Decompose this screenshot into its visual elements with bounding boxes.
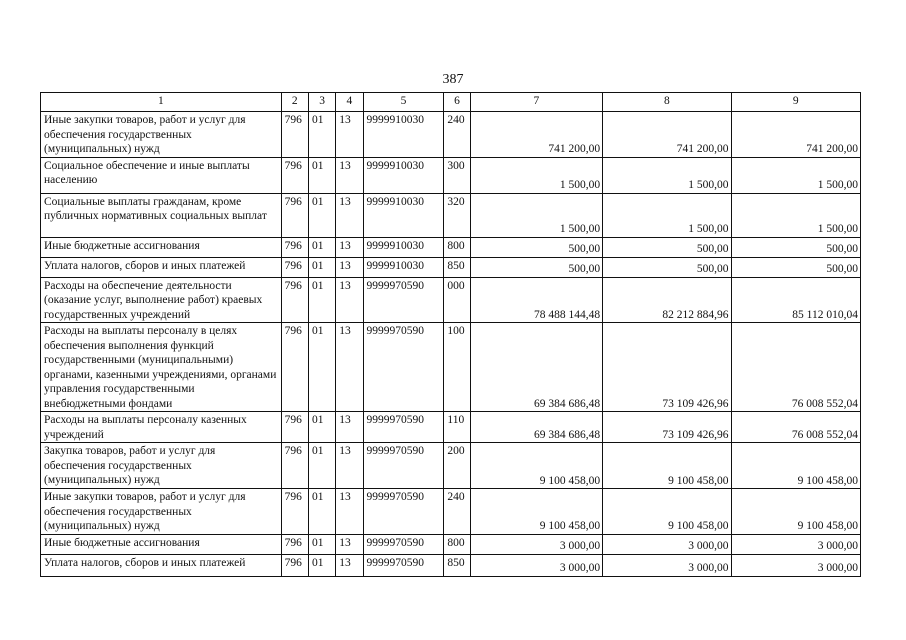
section-cell: 01	[308, 412, 335, 443]
row-name-cell: Социальное обеспечение и иные выплаты населению	[41, 157, 282, 193]
amount-col7-cell: 1 500,00	[470, 193, 602, 237]
amount-col9-cell: 500,00	[731, 257, 860, 277]
amount-col8-cell: 500,00	[603, 237, 731, 257]
expense-type-cell: 320	[444, 193, 470, 237]
amount-col9-cell: 1 500,00	[731, 193, 860, 237]
column-header: 1	[41, 93, 282, 112]
subsection-cell: 13	[336, 323, 363, 412]
expense-type-cell: 240	[444, 489, 470, 535]
row-name-cell: Иные бюджетные ассигнования	[41, 534, 282, 554]
subsection-cell: 13	[336, 554, 363, 576]
target-article-cell: 9999970590	[363, 554, 444, 576]
amount-col7-cell: 3 000,00	[470, 554, 602, 576]
section-cell: 01	[308, 554, 335, 576]
row-name-cell: Расходы на выплаты персоналу казенных учреждений	[41, 412, 282, 443]
subsection-cell: 13	[336, 443, 363, 489]
amount-col7-cell: 500,00	[470, 257, 602, 277]
table-header-row	[41, 93, 861, 112]
section-code-cell: 796	[281, 237, 308, 257]
expense-type-cell: 800	[444, 534, 470, 554]
amount-col7-cell: 741 200,00	[470, 112, 602, 158]
amount-col7-cell: 69 384 686,48	[470, 412, 602, 443]
table-row	[41, 534, 861, 554]
expense-type-cell: 200	[444, 443, 470, 489]
table-row	[41, 489, 861, 535]
amount-col9-cell: 76 008 552,04	[731, 323, 860, 412]
section-code-cell: 796	[281, 277, 308, 323]
subsection-cell: 13	[336, 112, 363, 158]
section-cell: 01	[308, 112, 335, 158]
section-cell: 01	[308, 534, 335, 554]
section-cell: 01	[308, 323, 335, 412]
table-row	[41, 157, 861, 193]
amount-col9-cell: 500,00	[731, 237, 860, 257]
amount-col8-cell: 1 500,00	[603, 157, 731, 193]
expense-type-cell: 800	[444, 237, 470, 257]
expense-type-cell: 240	[444, 112, 470, 158]
amount-col8-cell: 3 000,00	[603, 554, 731, 576]
section-cell: 01	[308, 237, 335, 257]
section-cell: 01	[308, 277, 335, 323]
table-row	[41, 443, 861, 489]
page-number: 387	[442, 72, 464, 87]
section-cell: 01	[308, 157, 335, 193]
amount-col7-cell: 500,00	[470, 237, 602, 257]
row-name-cell: Иные закупки товаров, работ и услуг для обеспечения государственных (муниципальных) нужд	[41, 112, 282, 158]
row-name-cell: Иные закупки товаров, работ и услуг для обеспечения государственных (муниципальных) нужд	[41, 489, 282, 535]
column-header: 6	[444, 93, 470, 112]
row-name-cell: Закупка товаров, работ и услуг для обеспечения государственных (муниципальных) нужд	[41, 443, 282, 489]
column-header: 8	[603, 93, 731, 112]
target-article-cell: 9999970590	[363, 323, 444, 412]
column-header: 5	[363, 93, 444, 112]
amount-col9-cell: 85 112 010,04	[731, 277, 860, 323]
section-code-cell: 796	[281, 112, 308, 158]
subsection-cell: 13	[336, 157, 363, 193]
subsection-cell: 13	[336, 237, 363, 257]
amount-col7-cell: 69 384 686,48	[470, 323, 602, 412]
table-row	[41, 323, 861, 412]
expense-type-cell: 300	[444, 157, 470, 193]
amount-col9-cell: 3 000,00	[731, 534, 860, 554]
table-row	[41, 412, 861, 443]
amount-col9-cell: 9 100 458,00	[731, 443, 860, 489]
section-cell: 01	[308, 443, 335, 489]
section-code-cell: 796	[281, 193, 308, 237]
target-article-cell: 9999910030	[363, 237, 444, 257]
budget-table	[40, 92, 861, 577]
subsection-cell: 13	[336, 412, 363, 443]
table-row	[41, 193, 861, 237]
target-article-cell: 9999910030	[363, 257, 444, 277]
target-article-cell: 9999910030	[363, 112, 444, 158]
section-code-cell: 796	[281, 534, 308, 554]
column-header: 2	[281, 93, 308, 112]
amount-col8-cell: 500,00	[603, 257, 731, 277]
amount-col7-cell: 3 000,00	[470, 534, 602, 554]
row-name-cell: Уплата налогов, сборов и иных платежей	[41, 554, 282, 576]
section-code-cell: 796	[281, 443, 308, 489]
subsection-cell: 13	[336, 257, 363, 277]
amount-col9-cell: 741 200,00	[731, 112, 860, 158]
amount-col8-cell: 3 000,00	[603, 534, 731, 554]
expense-type-cell: 850	[444, 554, 470, 576]
amount-col8-cell: 73 109 426,96	[603, 412, 731, 443]
subsection-cell: 13	[336, 534, 363, 554]
amount-col9-cell: 76 008 552,04	[731, 412, 860, 443]
row-name-cell: Расходы на обеспечение деятельности (оказание услуг, выполнение работ) краевых государственных учреждений	[41, 277, 282, 323]
target-article-cell: 9999970590	[363, 277, 444, 323]
amount-col9-cell: 9 100 458,00	[731, 489, 860, 535]
target-article-cell: 9999970590	[363, 534, 444, 554]
row-name-cell: Расходы на выплаты персоналу в целях обеспечения выполнения функций государственными (муниципальными) органами, казенными учреждениями, органами управления государственными внебюджетными фондами	[41, 323, 282, 412]
section-code-cell: 796	[281, 489, 308, 535]
amount-col8-cell: 73 109 426,96	[603, 323, 731, 412]
amount-col8-cell: 82 212 884,96	[603, 277, 731, 323]
amount-col7-cell: 9 100 458,00	[470, 443, 602, 489]
row-name-cell: Социальные выплаты гражданам, кроме публичных нормативных социальных выплат	[41, 193, 282, 237]
amount-col8-cell: 1 500,00	[603, 193, 731, 237]
section-cell: 01	[308, 489, 335, 535]
section-code-cell: 796	[281, 412, 308, 443]
section-code-cell: 796	[281, 554, 308, 576]
column-header: 3	[308, 93, 335, 112]
table-row	[41, 277, 861, 323]
column-header: 4	[336, 93, 363, 112]
amount-col7-cell: 78 488 144,48	[470, 277, 602, 323]
amount-col7-cell: 1 500,00	[470, 157, 602, 193]
table-row	[41, 112, 861, 158]
amount-col8-cell: 741 200,00	[603, 112, 731, 158]
subsection-cell: 13	[336, 489, 363, 535]
row-name-cell: Уплата налогов, сборов и иных платежей	[41, 257, 282, 277]
section-code-cell: 796	[281, 323, 308, 412]
target-article-cell: 9999910030	[363, 157, 444, 193]
expense-type-cell: 850	[444, 257, 470, 277]
target-article-cell: 9999910030	[363, 193, 444, 237]
amount-col8-cell: 9 100 458,00	[603, 443, 731, 489]
table-row	[41, 257, 861, 277]
subsection-cell: 13	[336, 193, 363, 237]
target-article-cell: 9999970590	[363, 412, 444, 443]
amount-col9-cell: 1 500,00	[731, 157, 860, 193]
subsection-cell: 13	[336, 277, 363, 323]
row-name-cell: Иные бюджетные ассигнования	[41, 237, 282, 257]
target-article-cell: 9999970590	[363, 443, 444, 489]
section-code-cell: 796	[281, 157, 308, 193]
amount-col7-cell: 9 100 458,00	[470, 489, 602, 535]
column-header: 9	[731, 93, 860, 112]
column-header: 7	[470, 93, 602, 112]
table-row	[41, 237, 861, 257]
section-cell: 01	[308, 257, 335, 277]
amount-col8-cell: 9 100 458,00	[603, 489, 731, 535]
table-row	[41, 554, 861, 576]
section-cell: 01	[308, 193, 335, 237]
amount-col9-cell: 3 000,00	[731, 554, 860, 576]
expense-type-cell: 110	[444, 412, 470, 443]
section-code-cell: 796	[281, 257, 308, 277]
target-article-cell: 9999970590	[363, 489, 444, 535]
expense-type-cell: 100	[444, 323, 470, 412]
expense-type-cell: 000	[444, 277, 470, 323]
